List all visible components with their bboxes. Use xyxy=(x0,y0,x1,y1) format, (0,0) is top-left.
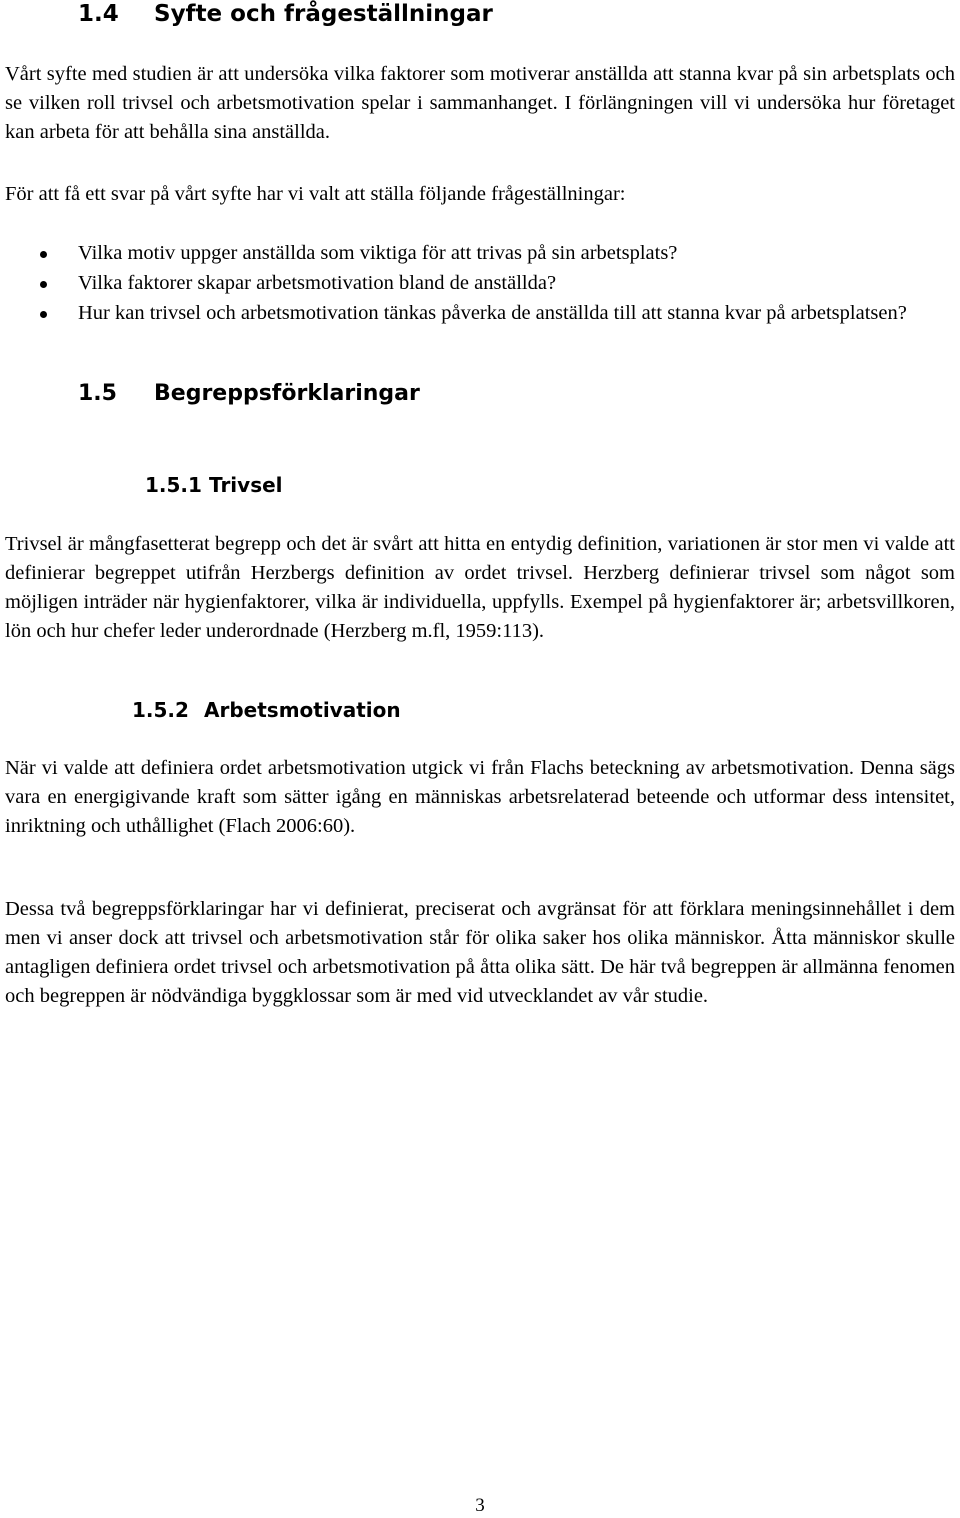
arbetsmotivation-paragraph: När vi valde att definiera ordet arbetsmotivation utgick vi från Flachs beteckning av arbetsmotivation. Denna sägs vara en energigivande kraft som sätter igång en människas arbetsrelaterad beteende och utformar dess intensitet, inriktning och uthållighet (Flach 2006:60). xyxy=(5,757,955,837)
section-number: 1.5.1 xyxy=(145,473,202,497)
section-title: Begreppsförklaringar xyxy=(154,381,420,406)
list-item xyxy=(0,268,953,298)
subsection-heading-1-5-1 xyxy=(145,472,283,498)
list-item xyxy=(0,238,953,268)
page-number: 3 xyxy=(475,1495,485,1516)
section-number: 1.4 xyxy=(78,1,119,27)
section-title: Syfte och frågeställningar xyxy=(154,1,493,27)
subsection-heading-1-5-2 xyxy=(132,697,401,723)
section-heading-1-4 xyxy=(78,0,493,28)
section-title: Trivsel xyxy=(209,473,283,497)
question-text: Vilka motiv uppger anställda som viktiga för att trivas på sin arbetsplats? xyxy=(78,242,678,264)
trivsel-paragraph: Trivsel är mångfasetterat begrepp och det är svårt att hitta en entydig definition, variationen är stor men vi valde att definierar begreppet utifrån Herzbergs definition av ordet trivsel. Herzberg definierar trivsel som något som möjligen inträder när hygienfaktorer, vilka är individuella, uppfylls. Exempel på hygienfaktorer är; arbetsvillkoren, lön och hur chefer leder underordnade (Herzberg m.fl, 1959:113). xyxy=(5,533,955,642)
section-number: 1.5.2 xyxy=(132,698,189,722)
summary-paragraph: Dessa två begreppsförklaringar har vi definierat, preciserat och avgränsat för att förklara meningsinnehållet i dem men vi anser dock att trivsel och arbetsmotivation står för olika saker hos olika människor. Åtta människor skulle antagligen definiera ordet trivsel och arbetsmotivation på åtta olika sätt. De här två begreppen är allmänna fenomen och begreppen är nödvändiga byggklossar som är med vid utvecklandet av vår studie. xyxy=(5,898,955,1007)
section-title: Arbetsmotivation xyxy=(204,698,401,722)
question-text: Vilka faktorer skapar arbetsmotivation bland de anställda? xyxy=(78,272,557,294)
bullet-icon xyxy=(40,311,47,318)
list-item xyxy=(0,298,953,328)
question-text: Hur kan trivsel och arbetsmotivation tänkas påverka de anställda till att stanna kvar på arbetsplatsen? xyxy=(78,302,907,324)
section-heading-1-5 xyxy=(78,380,420,408)
questions-intro-paragraph: För att få ett svar på vårt syfte har vi valt att ställa följande frågeställningar: xyxy=(5,183,626,205)
research-questions-list xyxy=(0,238,960,328)
bullet-icon xyxy=(40,251,47,258)
bullet-icon xyxy=(40,281,47,288)
section-number: 1.5 xyxy=(78,381,117,406)
purpose-paragraph: Vårt syfte med studien är att undersöka vilka faktorer som motiverar anställda att stanna kvar på sin arbetsplats och se vilken roll trivsel och arbetsmotivation spelar i sammanhanget. I förlängningen vill vi undersöka hur företaget kan arbeta för att behålla sina anställda. xyxy=(5,63,955,143)
